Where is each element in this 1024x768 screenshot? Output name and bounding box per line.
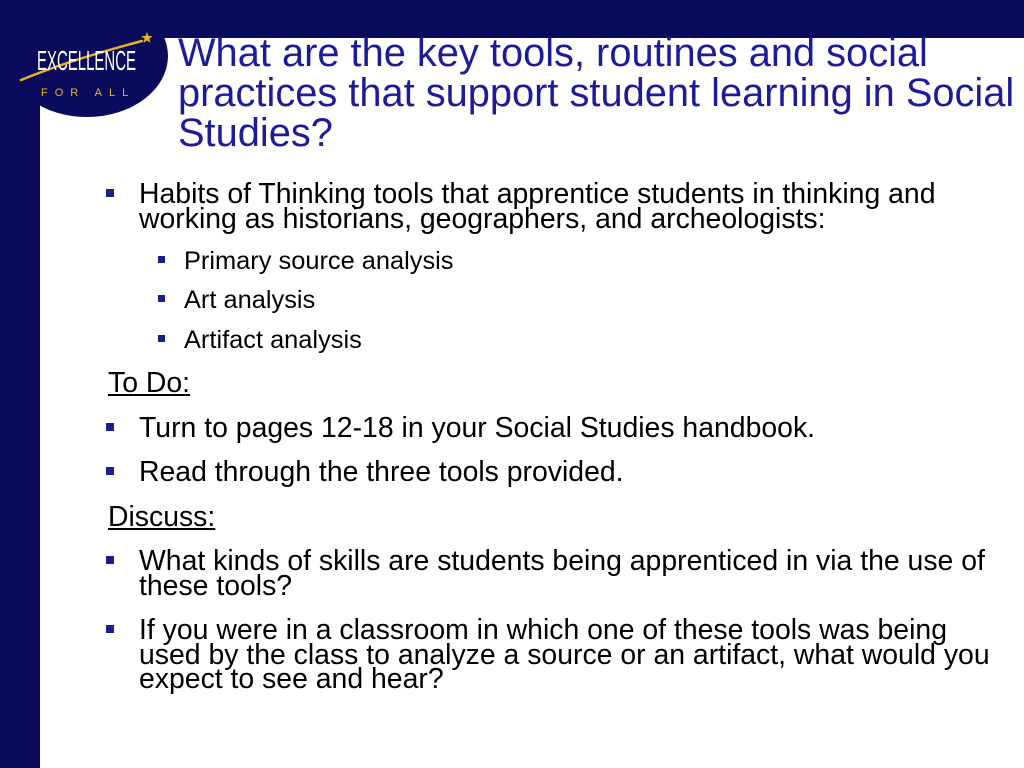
square-bullet-icon [106,423,114,431]
sub-bullet [184,325,984,355]
discuss-bullet [139,614,999,695]
todo-bullet-text: Read through the three tools provided. [139,456,624,488]
discuss-bullet-text: What kinds of skills are students being apprenticed in via the use of these tools? [139,545,985,602]
square-bullet-icon [158,295,165,302]
left-bar [0,0,40,768]
square-bullet-icon [158,256,165,263]
square-bullet-icon [106,556,114,564]
sub-bullet [184,246,984,276]
logo-wordmark: EXCELLENCE [37,45,136,76]
sub-bullet-text: Artifact analysis [184,326,362,354]
discuss-bullet-text: If you were in a classroom in which one of these tools was being used by the class to analyze a source or an artifact, what would you expect to see and hear? [139,614,990,695]
square-bullet-icon [158,335,165,342]
todo-heading: To Do: [108,367,191,399]
square-bullet-icon [106,467,114,475]
discuss-heading: Discuss: [108,501,216,533]
todo-bullet [139,412,999,444]
sub-bullet-text: Art analysis [184,286,316,314]
square-bullet-icon [106,625,114,633]
logo-tagline: FOR ALL [41,87,136,99]
slide-title: What are the key tools, routines and social practices that support student learning in Social Studies? [178,31,1015,155]
sub-bullet [184,285,984,315]
sub-bullet-text: Primary source analysis [184,247,454,275]
square-bullet-icon [106,189,114,197]
todo-bullet-text: Turn to pages 12-18 in your Social Studies handbook. [139,412,816,444]
intro-bullet-text: Habits of Thinking tools that apprentice students in thinking and working as historians, geographers, and archeologists: [139,178,936,235]
todo-bullet [139,456,999,488]
discuss-bullet [139,545,999,602]
intro-bullet [139,178,999,235]
